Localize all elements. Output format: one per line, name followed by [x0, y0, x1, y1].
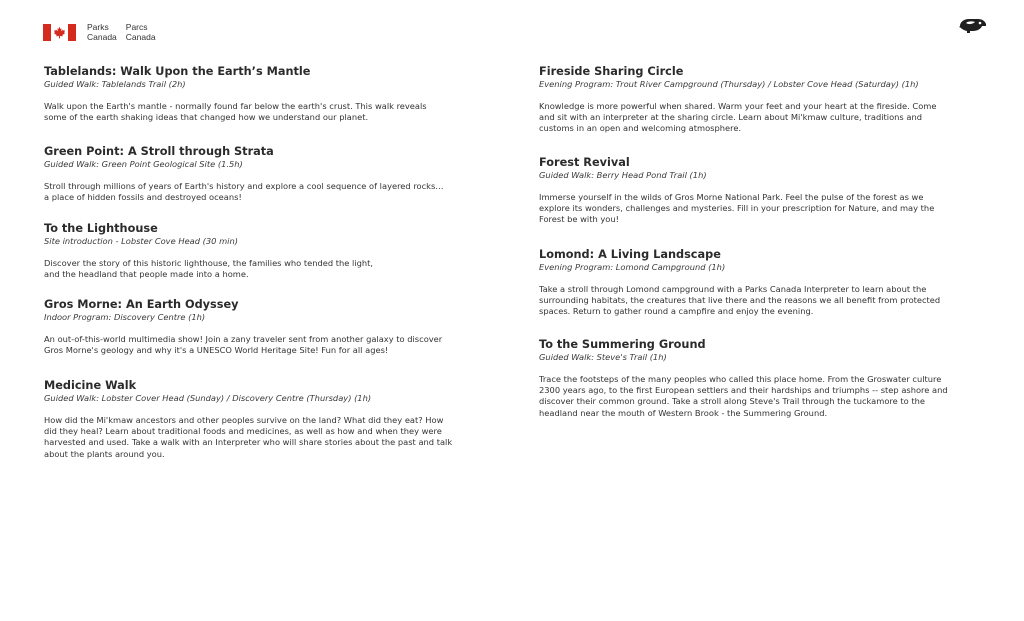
program-description-line: Walk upon the Earth's mantle - normally found far below the earth's crust. This walk reveals	[44, 101, 427, 111]
program-description-line: did they heal? Learn about traditional foods and medicines, as well as how and when they were	[44, 426, 442, 437]
program-description-line: Gros Morne's geology and why it's a UNESCO World Heritage Site! Fun for all ages!	[44, 345, 389, 356]
program-description-line: and the headland that people made into a home.	[44, 269, 249, 280]
program-description-line: 2300 years ago, to the first European settlers and their hardships and triumphs -- step ashore and	[539, 385, 948, 396]
program-title: Gros Morne: An Earth Odyssey	[44, 298, 239, 311]
program-description-line: Knowledge is more powerful when shared. Warm your feet and your heart at the fireside. Come	[539, 101, 937, 111]
program-description-line: explore its wonders, challenges and mysteries. Fill in your prescription for Nature, and may the	[539, 203, 935, 214]
program-title: Fireside Sharing Circle	[539, 65, 684, 78]
logo-wordmark	[87, 22, 165, 42]
logo-en-line2: Canada	[87, 32, 117, 42]
program-description-line: spaces. Return to gather round a campfire and enjoy the evening.	[539, 306, 814, 317]
program-summering-ground	[539, 338, 999, 419]
program-title: To the Summering Ground	[539, 338, 706, 351]
program-description-line: An out-of-this-world multimedia show! Join a zany traveler sent from another galaxy to discover	[44, 334, 443, 344]
program-subtitle: Guided Walk: Tablelands Trail (2h)	[44, 79, 186, 89]
program-description-line: customs in an open and welcoming atmosphere.	[539, 123, 742, 134]
program-description-line: about the plants around you.	[44, 448, 165, 459]
program-description-line: Forest be with you!	[539, 214, 619, 225]
program-description-line: harvested and used. Take a walk with an Interpreter who will share stories about the past and talk	[44, 437, 453, 448]
program-description-line: Immerse yourself in the wilds of Gros Morne National Park. Feel the pulse of the forest as we	[539, 192, 924, 202]
program-subtitle: Guided Walk: Steve's Trail (1h)	[539, 352, 667, 362]
program-title: Green Point: A Stroll through Strata	[44, 145, 274, 158]
program-subtitle: Indoor Program: Discovery Centre (1h)	[44, 312, 206, 322]
logo-fr-line1: Parcs	[125, 22, 148, 32]
program-description-line: and sit with an interpreter at the sharing circle. Learn about Mi'kmaw culture, traditions and	[539, 112, 923, 123]
program-subtitle: Evening Program: Trout River Campground (Thursday) / Lobster Cove Head (Saturday) (1h)	[539, 79, 919, 89]
program-description-line: headland near the mouth of Western Brook - the Summering Ground.	[539, 407, 828, 418]
program-subtitle: Evening Program: Lomond Campground (1h)	[539, 262, 726, 272]
program-description-line: a place of hidden fossils and destroyed oceans!	[44, 192, 242, 203]
program-lomond	[539, 248, 999, 318]
program-description-line: discover their common ground. Take a stroll along Steve's Trail through the tuckamore to the	[539, 396, 925, 407]
program-subtitle: Guided Walk: Lobster Cover Head (Sunday) / Discovery Centre (Thursday) (1h)	[44, 393, 372, 403]
program-subtitle: Guided Walk: Berry Head Pond Trail (1h)	[539, 170, 707, 180]
program-description-line: Discover the story of this historic lighthouse, the families who tended the light,	[44, 258, 374, 268]
program-description-line: surrounding habitats, the creatures that live there and the reasons we all benefit from protected	[539, 295, 941, 306]
program-description-line: How did the Mi'kmaw ancestors and other peoples survive on the land? What did they eat? How	[44, 415, 444, 425]
program-description-line: Trace the footsteps of the many peoples who called this place home. From the Groswater culture	[539, 374, 942, 384]
program-subtitle: Guided Walk: Green Point Geological Site (1.5h)	[44, 159, 243, 169]
logo-en-line1: Parks	[87, 22, 109, 32]
logo-fr-line2: Canada	[125, 32, 156, 42]
program-description-line: Take a stroll through Lomond campground with a Parks Canada Interpreter to learn about the	[539, 284, 927, 294]
program-title: To the Lighthouse	[44, 222, 158, 235]
program-lighthouse	[44, 222, 514, 280]
program-tablelands	[44, 65, 514, 123]
program-title: Forest Revival	[539, 156, 630, 169]
parks-canada-beaver-icon	[958, 14, 988, 36]
program-fireside-circle	[539, 65, 999, 135]
program-medicine-walk	[44, 379, 514, 460]
program-forest-revival	[539, 156, 999, 226]
program-title: Medicine Walk	[44, 379, 137, 392]
program-green-point	[44, 145, 514, 203]
canada-flag-icon	[43, 24, 76, 41]
program-earth-odyssey	[44, 298, 514, 356]
program-subtitle: Site introduction - Lobster Cove Head (30 min)	[44, 236, 238, 246]
program-description-line: Stroll through millions of years of Earth's history and explore a cool sequence of layered rocks…	[44, 181, 444, 191]
parks-canada-logo	[43, 22, 165, 42]
program-title: Lomond: A Living Landscape	[539, 248, 721, 261]
program-description-line: some of the earth shaking ideas that changed how we understand our planet.	[44, 112, 369, 123]
program-title: Tablelands: Walk Upon the Earth’s Mantle	[44, 65, 311, 78]
